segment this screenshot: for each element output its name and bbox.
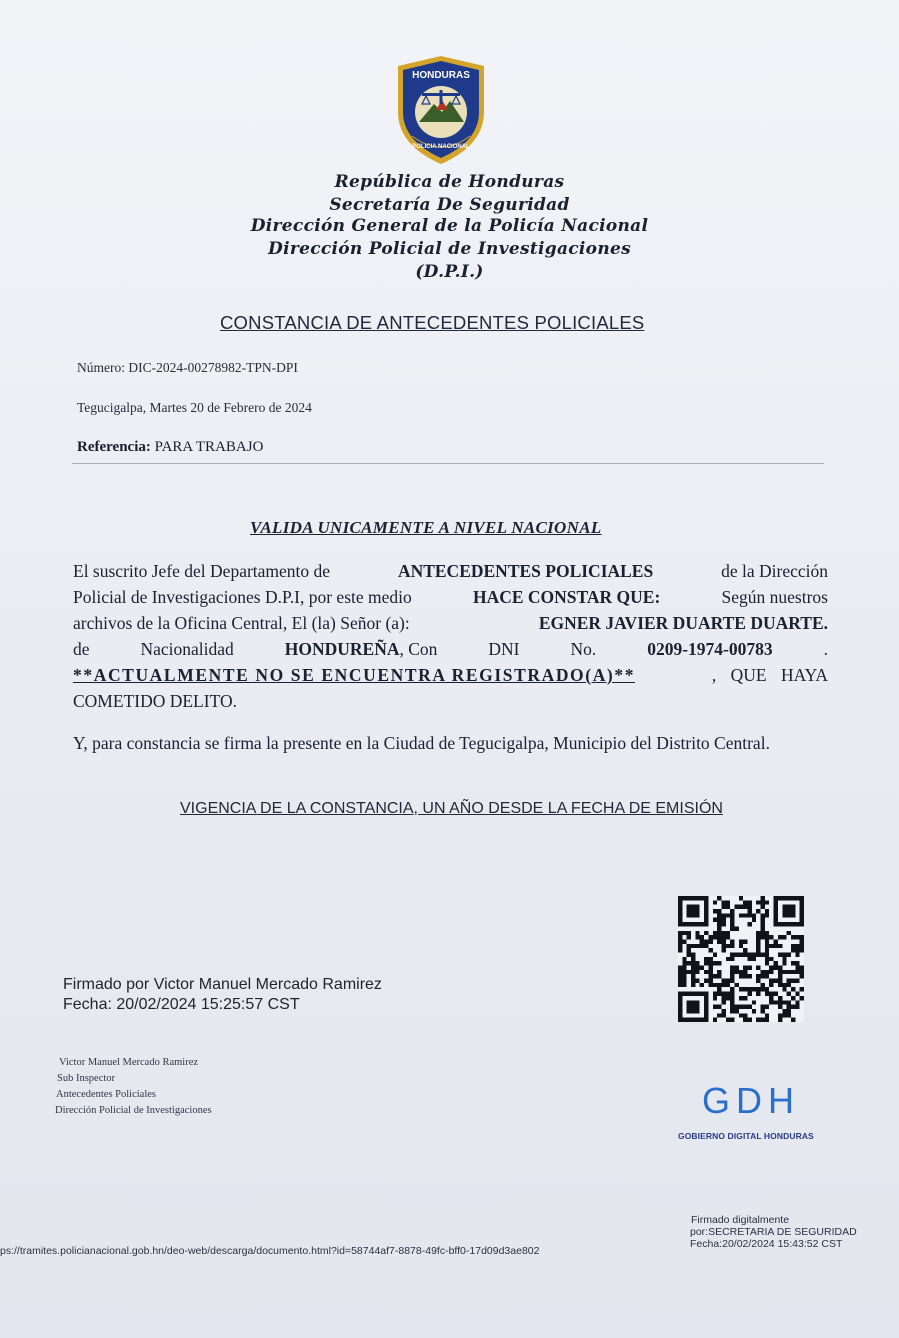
signed-date: Fecha: 20/02/2024 15:25:57 CST	[63, 996, 300, 1013]
header-direccion-general: Dirección General de la Policía Nacional	[250, 216, 649, 236]
dni-number: 0209-1974-00783	[647, 639, 773, 659]
badge-text: HONDURAS	[412, 70, 470, 81]
certification-paragraph	[73, 558, 828, 714]
header-direccion-policial: Dirección Policial de Investigaciones	[268, 239, 631, 259]
qr-code-icon	[678, 896, 804, 1022]
person-name: EGNER JAVIER DUARTE DUARTE.	[538, 613, 828, 633]
nationality: HONDUREÑA	[284, 639, 400, 659]
signed-by: Firmado por Victor Manuel Mercado Ramirez	[63, 976, 382, 993]
text-segment: , QUE HAYA	[711, 665, 828, 685]
paragraph-line	[73, 584, 828, 610]
closing-paragraph: Y, para constancia se firma la presente en la Ciudad de Tegucigalpa, Municipio del Distrito Central.	[73, 733, 770, 753]
text-segment: de	[73, 639, 90, 659]
document-title: CONSTANCIA DE ANTECEDENTES POLICIALES	[220, 312, 645, 333]
paragraph-line	[73, 610, 828, 636]
header-secretaria: Secretaría De Seguridad	[329, 195, 570, 215]
signer-details	[55, 1055, 212, 1119]
digital-signature-line: por:SECRETARIA DE SEGURIDAD	[690, 1226, 857, 1238]
text-segment-bold: HACE CONSTAR QUE:	[472, 587, 661, 607]
digital-signature-line: Firmado digitalmente	[691, 1214, 790, 1226]
document-date: Tegucigalpa, Martes 20 de Febrero de 2024	[77, 400, 312, 415]
header-dpi: (D.P.I.)	[415, 262, 484, 282]
text-segment: No.	[570, 639, 597, 659]
paragraph-line	[73, 558, 828, 584]
police-badge-icon	[392, 54, 490, 166]
digital-signature-line: Fecha:20/02/2024 15:43:52 CST	[690, 1238, 843, 1250]
signer-name: Victor Manuel Mercado Ramirez	[59, 1057, 199, 1068]
status-text: **ACTUALMENTE NO SE ENCUENTRA REGISTRADO(A)**	[73, 665, 636, 685]
signer-direction: Dirección Policial de Investigaciones	[55, 1105, 212, 1116]
reference	[77, 439, 263, 456]
validity-scope: VALIDA UNICAMENTE A NIVEL NACIONAL	[250, 518, 602, 537]
text-segment: El suscrito Jefe del Departamento de	[73, 561, 331, 581]
reference-value: PARA TRABAJO	[154, 439, 264, 455]
validity-period: VIGENCIA DE LA CONSTANCIA, UN AÑO DESDE LA FECHA DE EMISIÓN	[180, 800, 723, 817]
divider	[72, 463, 824, 464]
text-segment: Nacionalidad	[140, 639, 234, 659]
text-segment: archivos de la Oficina Central, El (la) Señor (a):	[73, 613, 410, 633]
text-segment: Policial de Investigaciones D.P.I, por este medio	[73, 587, 412, 607]
gdh-label: GOBIERNO DIGITAL HONDURAS	[678, 1131, 814, 1141]
document-number: Número: DIC-2024-00278982-TPN-DPI	[77, 360, 298, 375]
text-segment: de la Dirección	[721, 561, 828, 581]
text-segment-bold: ANTECEDENTES POLICIALES	[397, 561, 654, 581]
digital-signature	[690, 1214, 857, 1250]
text-segment: .	[823, 639, 828, 659]
gdh-logo-text: GDH	[702, 1080, 800, 1120]
text-segment: COMETIDO DELITO.	[73, 691, 237, 711]
text-segment: DNI	[488, 639, 520, 659]
signer-department: Antecedentes Policiales	[56, 1089, 157, 1100]
signer-rank: Sub Inspector	[57, 1073, 116, 1084]
paragraph-line	[73, 636, 828, 662]
signature-block	[63, 975, 382, 1015]
badge-subtext: POLICIA NACIONAL	[412, 144, 470, 150]
paragraph-line	[73, 662, 828, 688]
text-segment: , Con	[399, 639, 438, 659]
reference-label: Referencia:	[77, 439, 151, 455]
paragraph-line	[73, 688, 828, 714]
gdh-logo	[696, 1080, 806, 1120]
verification-url[interactable]: ps://tramites.policianacional.gob.hn/deo-web/descarga/documento.html?id=58744af7-8878-49fc-bff0-17d09d3ae802	[0, 1245, 540, 1257]
header-republica: República de Honduras	[334, 172, 565, 192]
text-segment: Según nuestros	[721, 587, 828, 607]
